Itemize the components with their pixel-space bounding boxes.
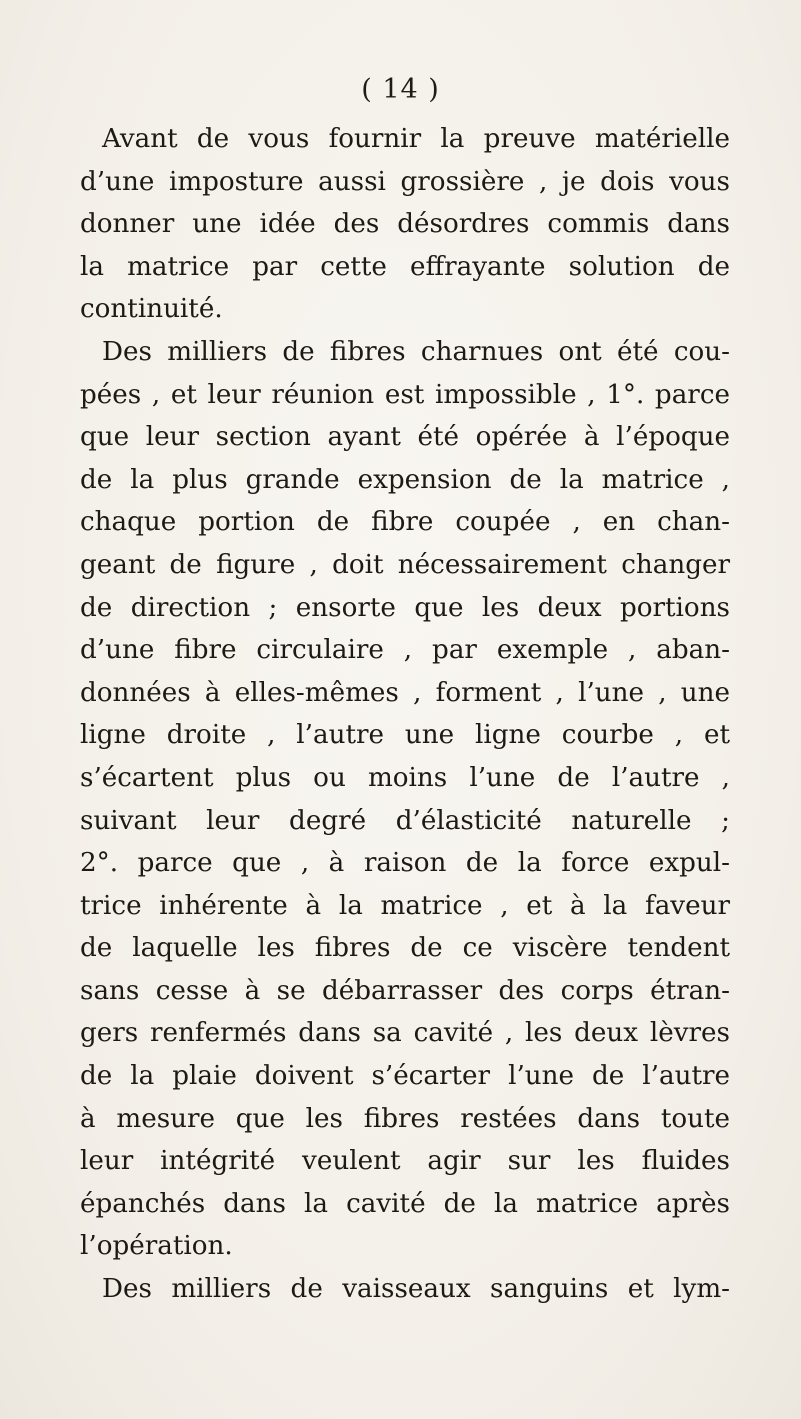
text-line: pées , et leur réunion est impossible , 1°. parce [80,379,730,410]
text-line: Avant de vous fournir la preuve matérielle [102,124,730,154]
page-number: ( 14 ) [361,74,440,105]
text-line: sans cesse à se débarrasser des corps étran- [80,975,730,1006]
text-line: trice inhérente à la matrice , et à la faveur [80,890,730,921]
text-line: ligne droite , l’autre une ligne courbe , et [80,720,730,751]
text-line: Des milliers de vaisseaux sanguins et lym- [102,1274,730,1305]
text-line: de direction ; ensorte que les deux portions [80,592,730,623]
text-line: épanchés dans la cavité de la matrice après [80,1188,730,1219]
text-line: à mesure que les fibres restées dans toute [80,1103,730,1134]
text-line: continuité. [80,294,223,325]
text-line: de la plaie doivent s’écarter l’une de l’autre [80,1061,730,1092]
text-line: geant de figure , doit nécessairement changer [80,549,730,580]
text-line: leur intégrité veulent agir sur les fluides [80,1146,730,1177]
body-text [80,118,730,1311]
text-line: d’une imposture aussi grossière , je dois vous [80,166,730,197]
text-line: que leur section ayant été opérée à l’époque [80,422,730,453]
text-line: l’opération. [80,1231,233,1262]
text-line: suivant leur degré d’élasticité naturelle ; [80,805,730,836]
text-line: donner une idée des désordres commis dans [80,209,730,240]
text-line: la matrice par cette effrayante solution de [80,251,730,282]
text-line: données à elles-mêmes , forment , l’une , une [80,677,730,708]
text-line: Des milliers de fibres charnues ont été cou- [102,336,730,367]
text-line: 2°. parce que , à raison de la force expul- [80,848,730,879]
text-line: gers renfermés dans sa cavité , les deux lèvres [80,1018,730,1049]
text-line: d’une fibre circulaire , par exemple , aban- [80,635,730,666]
text-line: de la plus grande expension de la matrice , [80,464,730,495]
text-line: chaque portion de fibre coupée , en chan- [80,507,730,538]
text-line: de laquelle les fibres de ce viscère tendent [80,933,730,964]
text-line: s’écartent plus ou moins l’une de l’autre , [80,762,730,793]
